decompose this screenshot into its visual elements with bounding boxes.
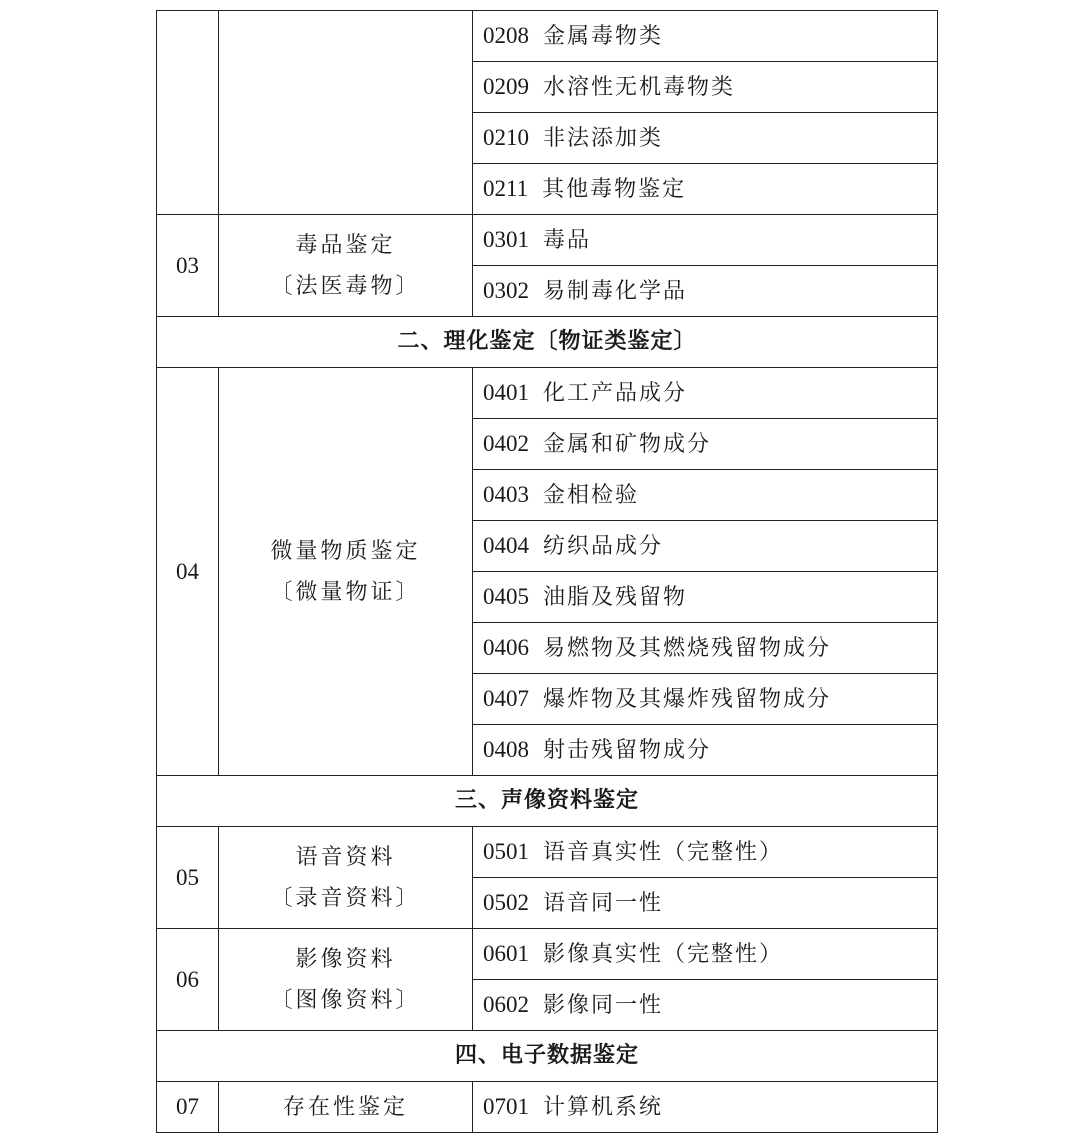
item-name: 语音真实性（完整性）	[543, 839, 784, 865]
item-cell	[473, 521, 938, 572]
item-cell	[473, 62, 938, 113]
item-cell	[473, 11, 938, 62]
group-category	[219, 368, 473, 776]
item-code: 0408	[483, 736, 529, 762]
item-code: 0302	[483, 277, 529, 303]
table-body	[157, 11, 938, 1133]
group-category	[219, 215, 473, 317]
item-name: 毒品	[543, 227, 592, 253]
category-cell	[219, 11, 473, 215]
table-row	[157, 929, 938, 980]
group-code: 06	[157, 929, 219, 1031]
item-name: 爆炸物及其爆炸残留物成分	[543, 686, 832, 712]
item-code: 0208	[483, 22, 529, 48]
item-cell	[473, 419, 938, 470]
category-line: 〔录音资料〕	[270, 885, 421, 911]
item-code: 0501	[483, 838, 529, 864]
item-code: 0211	[483, 175, 529, 201]
group-category	[219, 827, 473, 929]
item-cell	[473, 827, 938, 878]
category-line: 语音资料	[295, 844, 396, 870]
group-code: 03	[157, 215, 219, 317]
item-cell	[473, 215, 938, 266]
group-code: 07	[157, 1082, 219, 1133]
section-row	[157, 1031, 938, 1082]
item-code: 0209	[483, 73, 529, 99]
item-code: 0404	[483, 532, 529, 558]
item-name: 水溶性无机毒物类	[543, 74, 736, 100]
item-name: 其他毒物鉴定	[542, 176, 687, 202]
item-code: 0602	[483, 991, 529, 1017]
item-cell	[473, 572, 938, 623]
item-cell	[473, 1082, 938, 1133]
item-cell	[473, 725, 938, 776]
item-cell	[473, 164, 938, 215]
section-row	[157, 776, 938, 827]
item-name: 纺织品成分	[543, 533, 664, 559]
item-name: 非法添加类	[543, 125, 664, 151]
category-line: 影像资料	[295, 946, 396, 972]
item-name: 影像同一性	[543, 992, 664, 1018]
section-heading: 二、理化鉴定〔物证类鉴定〕	[157, 317, 938, 368]
section-row	[157, 317, 938, 368]
item-code: 0405	[483, 583, 529, 609]
item-code: 0403	[483, 481, 529, 507]
group-category	[219, 1082, 473, 1133]
item-name: 计算机系统	[543, 1094, 664, 1120]
category-line: 〔图像资料〕	[270, 987, 421, 1013]
table-row	[157, 827, 938, 878]
forensic-category-table	[156, 10, 938, 1133]
table-row	[157, 1082, 938, 1133]
item-cell	[473, 470, 938, 521]
section-heading: 三、声像资料鉴定	[157, 776, 938, 827]
item-name: 语音同一性	[543, 890, 664, 916]
item-name: 影像真实性（完整性）	[543, 941, 784, 967]
code-cell	[157, 11, 219, 215]
item-code: 0701	[483, 1093, 529, 1119]
item-name: 化工产品成分	[543, 380, 688, 406]
item-name: 易燃物及其燃烧残留物成分	[543, 635, 832, 661]
item-cell	[473, 929, 938, 980]
item-name: 金属毒物类	[543, 23, 664, 49]
item-cell	[473, 623, 938, 674]
item-name: 金属和矿物成分	[543, 431, 712, 457]
item-code: 0407	[483, 685, 529, 711]
item-name: 易制毒化学品	[543, 278, 688, 304]
group-code: 04	[157, 368, 219, 776]
item-name: 射击残留物成分	[543, 737, 712, 763]
item-code: 0402	[483, 430, 529, 456]
item-code: 0401	[483, 379, 529, 405]
category-line: 〔微量物证〕	[270, 579, 421, 605]
category-line: 〔法医毒物〕	[270, 273, 421, 299]
item-code: 0301	[483, 226, 529, 252]
item-code: 0601	[483, 940, 529, 966]
item-cell	[473, 266, 938, 317]
item-code: 0502	[483, 889, 529, 915]
category-line: 存在性鉴定	[282, 1094, 408, 1120]
group-category	[219, 929, 473, 1031]
item-cell	[473, 368, 938, 419]
item-cell	[473, 980, 938, 1031]
table-row	[157, 368, 938, 419]
item-cell	[473, 674, 938, 725]
item-cell	[473, 878, 938, 929]
section-heading: 四、电子数据鉴定	[157, 1031, 938, 1082]
item-code: 0406	[483, 634, 529, 660]
category-line: 微量物质鉴定	[270, 538, 421, 564]
table-row	[157, 215, 938, 266]
item-code: 0210	[483, 124, 529, 150]
group-code: 05	[157, 827, 219, 929]
item-name: 油脂及残留物	[543, 584, 688, 610]
item-cell	[473, 113, 938, 164]
table-row	[157, 11, 938, 62]
item-name: 金相检验	[543, 482, 640, 508]
category-line: 毒品鉴定	[295, 232, 396, 258]
